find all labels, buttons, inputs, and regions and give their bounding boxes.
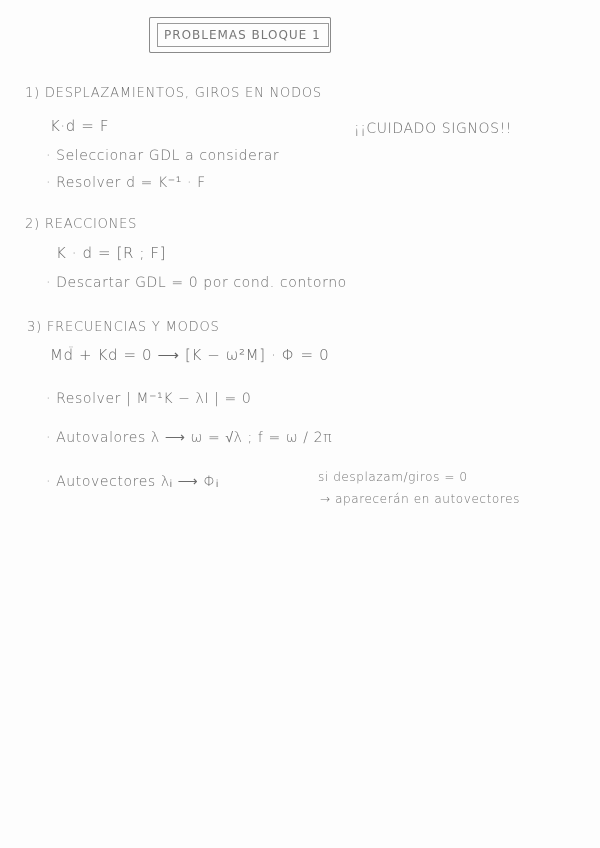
section-3-note-1: si desplazam/giros = 0	[318, 470, 468, 484]
section-3-equation: Md̈ + Kd = 0 ⟶ [K − ω²M] · Φ = 0	[50, 346, 330, 364]
section-2-bullet-1: · Descartar GDL = 0 por cond. contorno	[46, 275, 347, 291]
section-1-bullet-2: · Resolver d = K⁻¹ · F	[46, 175, 206, 191]
section-3-bullet-3: · Autovectores λᵢ ⟶ Φᵢ	[46, 474, 219, 490]
section-3-note-2: → aparecerán en autovectores	[320, 492, 520, 506]
warning-note: ¡¡CUIDADO SIGNOS!!	[354, 121, 513, 137]
section-1-equation: K·d = F	[50, 117, 110, 135]
section-3-heading: 3) FRECUENCIAS Y MODOS	[27, 320, 220, 335]
section-1-heading: 1) DESPLAZAMIENTOS, GIROS EN NODOS	[25, 86, 322, 101]
section-2-equation: K · d = [R ; F]	[56, 244, 167, 262]
section-3-bullet-2: · Autovalores λ ⟶ ω = √λ ; f = ω / 2π	[46, 430, 333, 446]
section-2-heading: 2) REACCIONES	[25, 217, 138, 232]
section-1-bullet-1: · Seleccionar GDL a considerar	[46, 148, 280, 164]
section-3-bullet-1: · Resolver | M⁻¹K − λI | = 0	[46, 391, 252, 407]
title-box	[149, 17, 331, 53]
page-title: PROBLEMAS BLOQUE 1	[157, 23, 329, 47]
